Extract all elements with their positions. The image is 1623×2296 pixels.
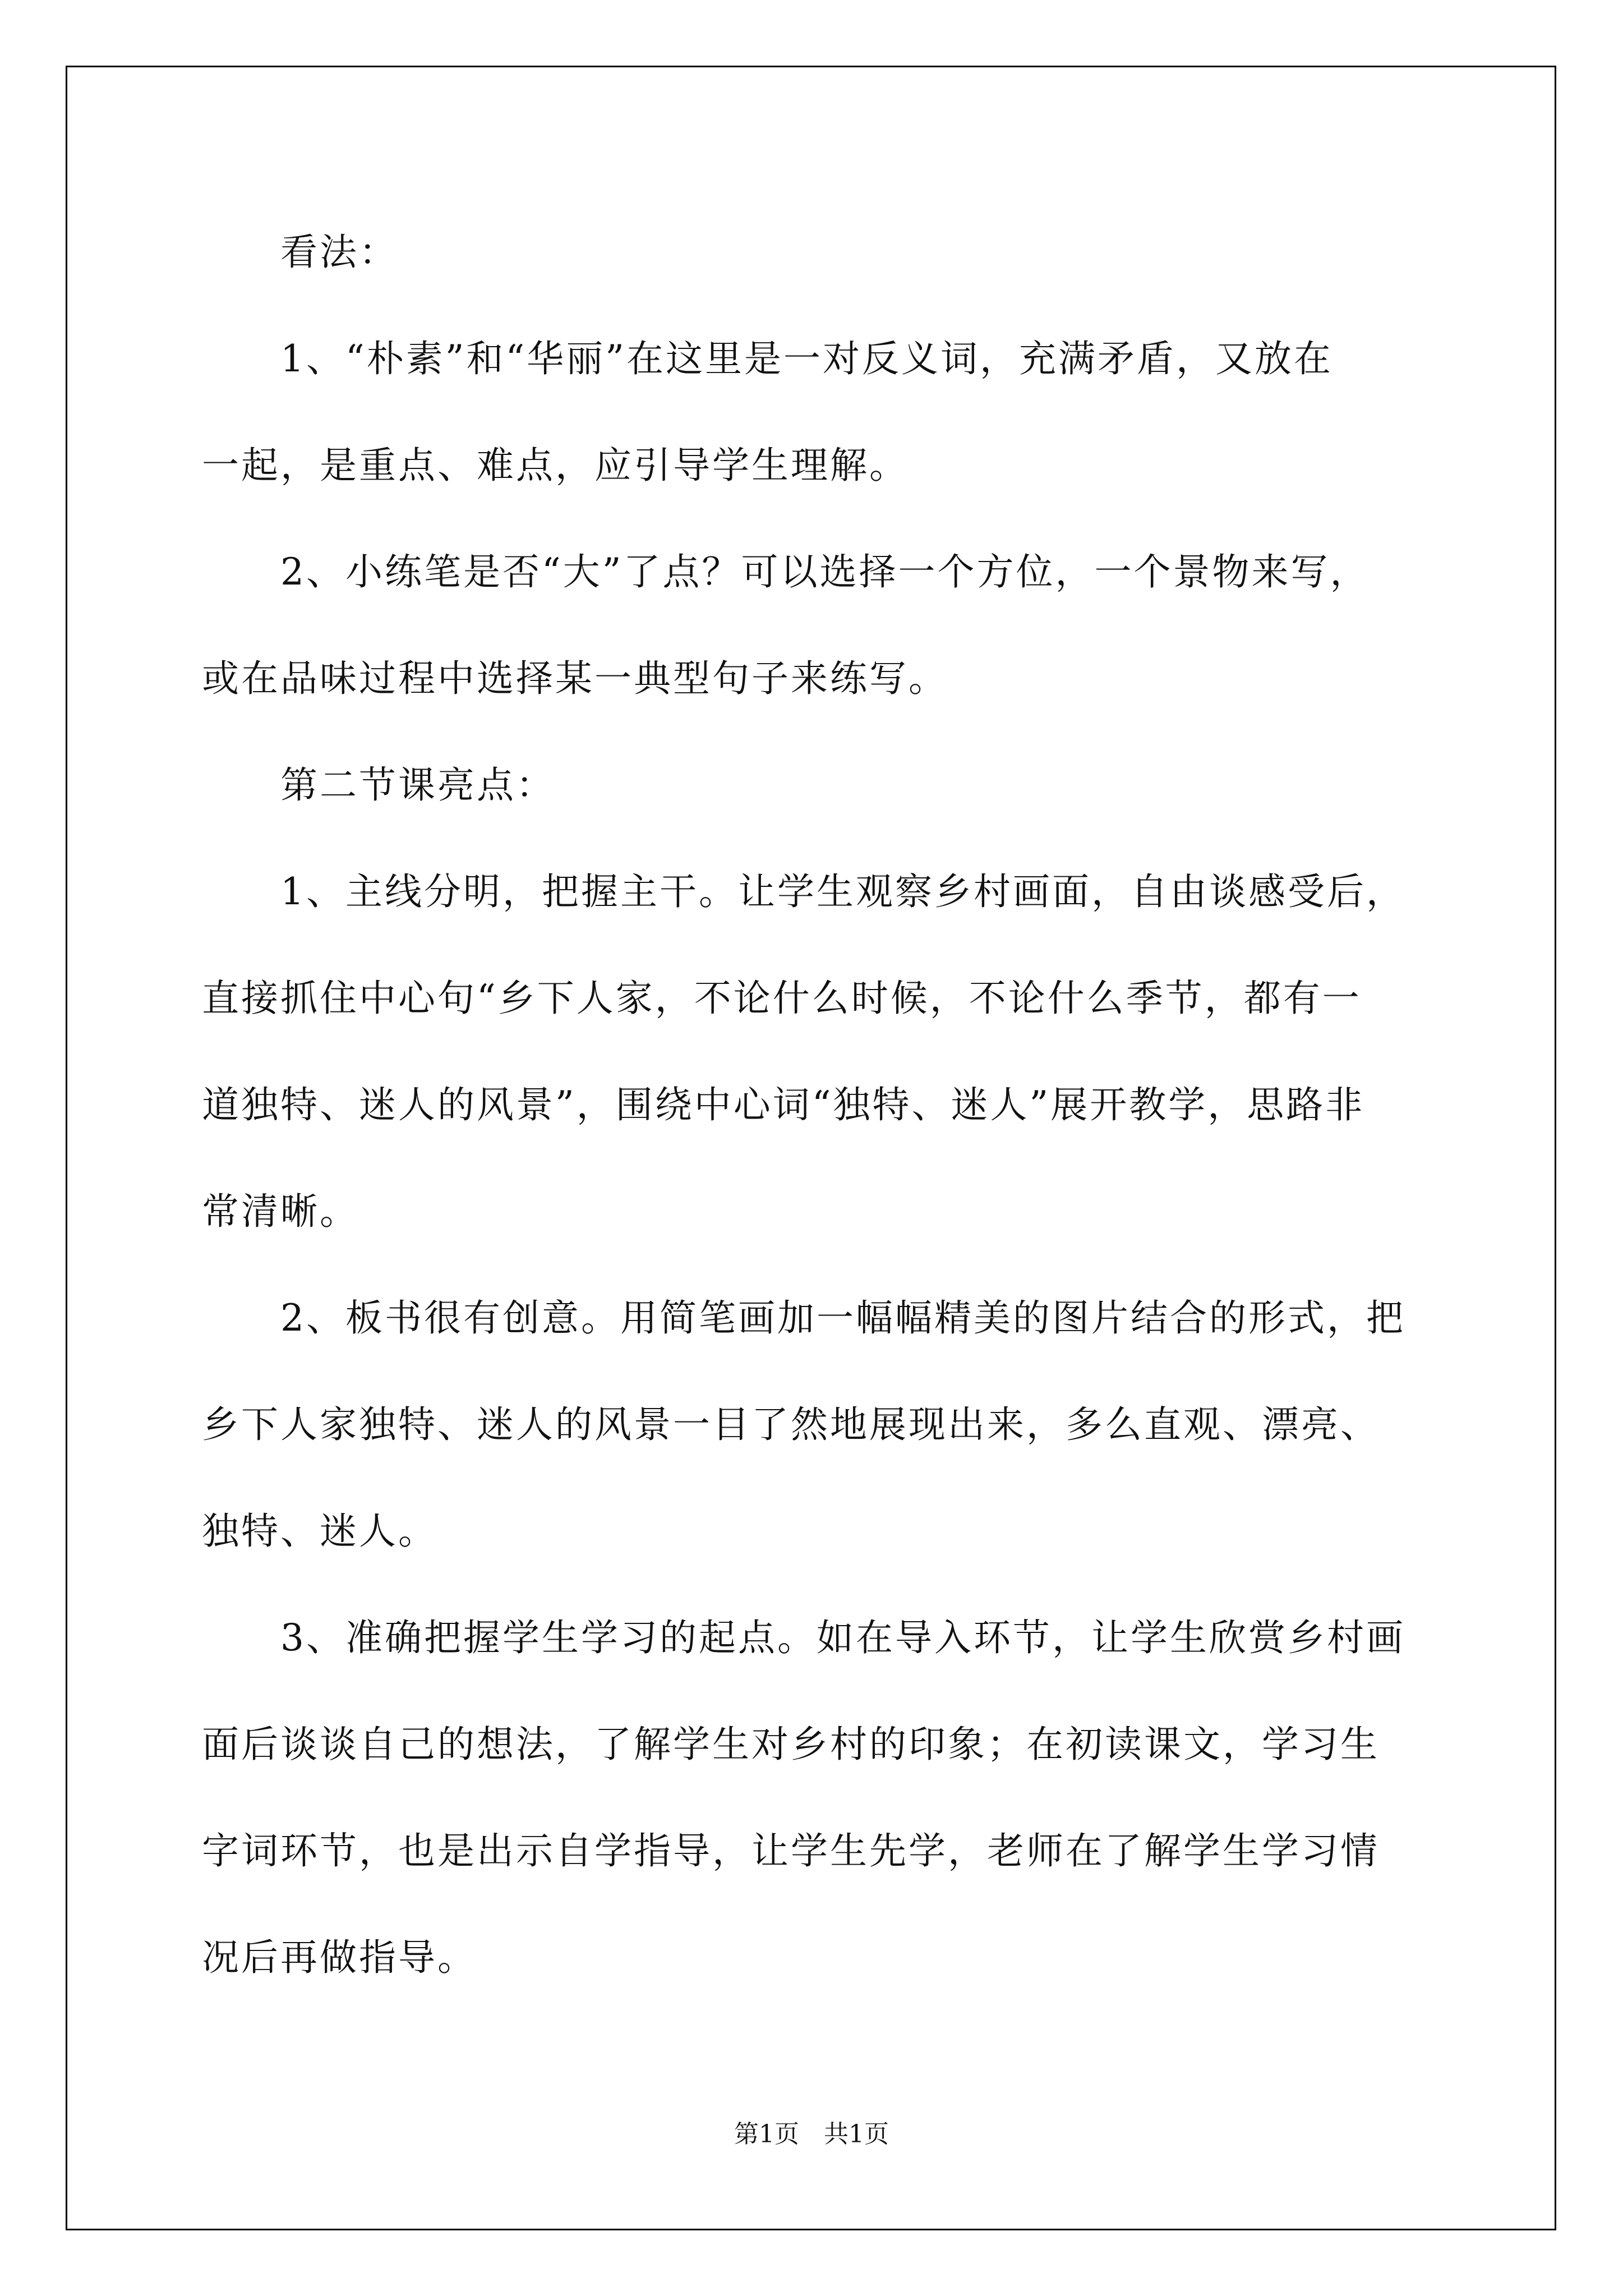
paragraph-line: 2、板书很有创意。用简笔画加一幅幅精美的图片结合的形式，把 xyxy=(280,1296,1405,1340)
paragraph-line: 直接抓住中心句“乡下人家，不论什么时候，不论什么季节，都有一 xyxy=(202,977,1362,1020)
paragraph-line: 1、“朴素”和“华丽”在这里是一对反义词，充满矛盾，又放在 xyxy=(280,337,1333,380)
paragraph-line: 一起，是重点、难点，应引导学生理解。 xyxy=(202,444,909,487)
heading-opinion: 看法： xyxy=(280,231,398,274)
paragraph-line: 面后谈谈自己的想法，了解学生对乡村的印象；在初读课文，学习生 xyxy=(202,1723,1380,1766)
paragraph-line: 2、小练笔是否“大”了点？可以选择一个方位，一个景物来写， xyxy=(280,550,1370,593)
paragraph-line: 常清晰。 xyxy=(202,1190,359,1233)
paragraph-line: 1、主线分明，把握主干。让学生观察乡村画面，自由谈感受后， xyxy=(280,870,1405,913)
paragraph-line: 3、准确把握学生学习的起点。如在导入环节，让学生欣赏乡村画 xyxy=(280,1616,1405,1659)
paragraph-line: 独特、迷人。 xyxy=(202,1510,437,1553)
paragraph-line: 乡下人家独特、迷人的风景一目了然地展现出来，多么直观、漂亮、 xyxy=(202,1403,1380,1446)
paragraph-line: 或在品味过程中选择某一典型句子来练写。 xyxy=(202,657,948,700)
paragraph-line: 字词环节，也是出示自学指导，让学生先学，老师在了解学生学习情 xyxy=(202,1829,1380,1872)
paragraph-line: 道独特、迷人的风景”，围绕中心词“独特、迷人”展开教学，思路非 xyxy=(202,1083,1365,1126)
page-number: 第1页 共1页 xyxy=(734,2120,889,2148)
page-border xyxy=(66,66,1556,2230)
heading-highlights: 第二节课亮点： xyxy=(280,763,555,807)
paragraph-line: 况后再做指导。 xyxy=(202,1936,477,1979)
